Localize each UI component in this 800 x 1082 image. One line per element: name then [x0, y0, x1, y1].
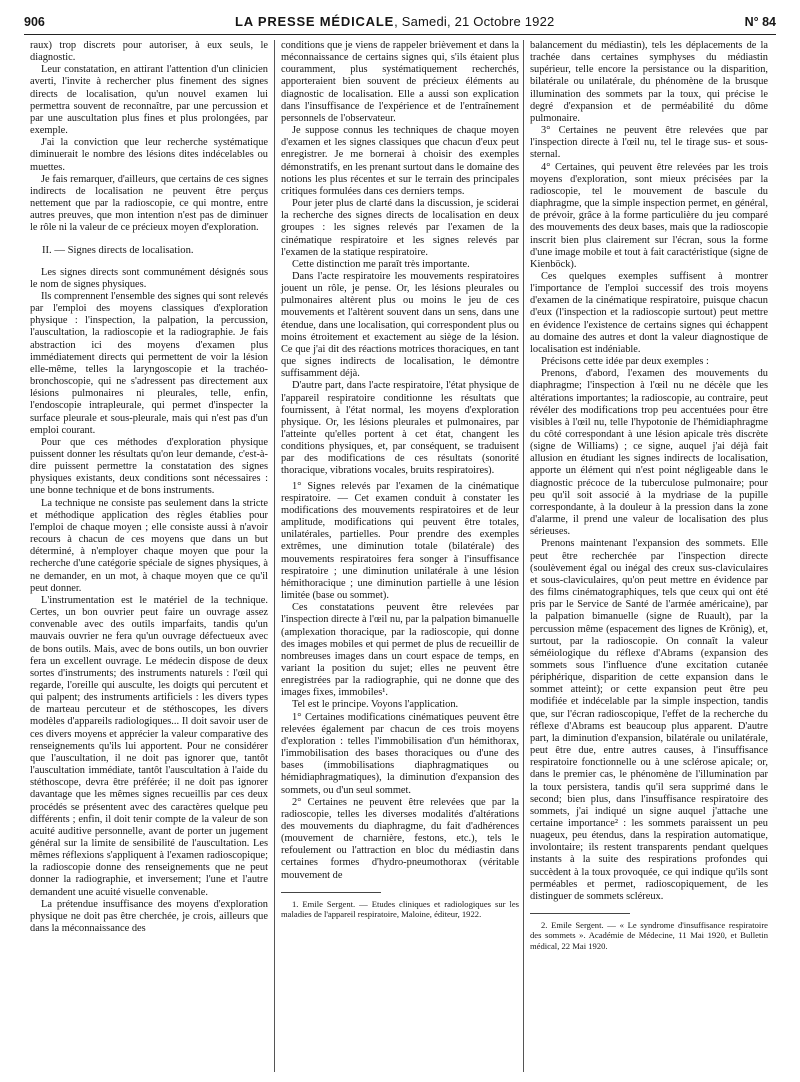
paragraph: 2° Certaines ne peuvent être relevées que par la radioscopie, telles les diverses modalités d'altérations des mouvements du diaphragme, du fait d'adhérences (mouvement de charnière, festons, etc.), tels le refoulement ou l'attraction en bloc du médiastin dans certaines formes d'hydro-pneumothorax (véritable mouvement de	[281, 796, 519, 881]
paragraph: D'autre part, dans l'acte respiratoire, l'état physique de l'appareil respiratoire conditionne les résultats que fournissent, à l'état normal, les moyens d'exploration physique. Or, les lésions pleurales et pulmonaires, par l'atteinte qu'elles portent à cet état, changent les conditions physiques, et, par conséquent, se traduisent par des modifications de ces résultats (sonorité thoracique, vibrations vocales, bruits respiratoires).	[281, 380, 519, 477]
paragraph: Je fais remarquer, d'ailleurs, que certains de ces signes indirects de localisation ne peuvent être perçus nettement que par la radioscopie, ce qui montre, entre autres preuves, que mon intention n'est pas de diminuer le rôle ni la valeur de ce précieux moyen d'exploration.	[30, 173, 268, 234]
paragraph: 4° Certaines, qui peuvent être relevées par les trois moyens d'exploration, sont mieux précisées par la radioscopie, tel le mouvement de bascule du diaphragme, que la simple inspection permet, en général, de prévoir, grâce à la forme particulière du jeu comparé des mouvements des deux bases, mais que la radioscopie inscrit bien plus clairement sur l'écran, sous la forme d'une image mobile et tout à fait caractéristique (signe de Kienböck).	[530, 161, 768, 270]
column-divider-1	[274, 40, 275, 1072]
paragraph: 3° Certaines ne peuvent être relevées que par l'inspection directe à l'œil nu, tel le tirage sus- et sous-sternal.	[530, 125, 768, 161]
paragraph: L'instrumentation est le matériel de la technique. Certes, un bon ouvrier peut faire un ouvrage assez convenable avec des outils imparfaits, tandis qu'un mauvais ouvrier ne fera qu'un ouvrage défectueux avec de bons outils. Mais, avec de bons outils, un bon ouvrier fera un excellent ouvrage. Le médecin dispose de deux sortes d'instruments; des instruments naturels : l'œil qui regarde, l'oreille qui ausculte, les doigts qui percutent et qui palpent; des instruments artificiels : les divers types de marteau percuteur et de stéthoscopes, les divers modèles d'appareils radiologiques... Il doit savoir user de ces divers moyens et apprécier la valeur comparative des renseignements qu'ils lui apportent. Pour ne considérer que l'auscultation, il ne doit pas ignorer que, tantôt l'auscultation immédiate, tantôt l'auscultation à l'aide du stéthoscope, devra être préférée; il ne doit pas ignorer davantage que les mêmes signes recueillis par ces deux procédés se présentent avec des caractères quelque peu différents ; enfin, il doit tenir compte de la valeur de son acuité auditive personnelle, avant de porter un jugement général sur la limite de sensibilité de l'auscultation. Les mêmes réflexions s'appliquent à l'examen radioscopique; la radioscopie donne des renseignements que ne peut donner la radiographie, et inversement; l'une et l'autre demandent une acuité visuelle convenable.	[30, 594, 268, 898]
column-divider-2	[523, 40, 524, 1072]
issue-date: , Samedi, 21 Octobre 1922	[394, 14, 555, 29]
issue-number: N° 84	[744, 15, 776, 29]
paragraph: Ils comprennent l'ensemble des signes qui sont relevés par l'emploi des moyens classiques d'exploration physique : l'inspection, la palpation, la percussion, l'auscultation, la radioscopie et la radiographie. Je fais abstraction ici des moyens d'examen plus immédiatement directs qui permettent de voir la lésion elle-même, telles la laryngoscopie et la trachéo-bronchoscopie, qui ne s'adressent pas directement aux lésions pulmonaires ni pleurales, telle, enfin, l'endoscopie intrapleurale, qui permet d'inspecter la surface pleurale et sous-pleurale, mais qui n'est pas d'un emploi courant.	[30, 290, 268, 436]
paragraph: conditions que je viens de rappeler brièvement et dans la méconnaissance de certains signes qui, s'ils étaient plus couramment, plus systématiquement recherchés, apporteraient bien souvent de précieux éléments au diagnostic de localisation. Elle a aussi son explication dans l'insuffisance de l'expérience et de l'entraînement personnels de l'observateur.	[281, 40, 519, 124]
footnote-rule	[530, 913, 630, 914]
header-rule	[24, 34, 776, 35]
footnote: 2. Emile Sergent. — « Le syndrome d'insuffisance respiratoire des sommets ». Académie de Médecine, 11 Mai 1920, et Bulletin médical, 22 Mai 1920.	[530, 920, 768, 951]
paragraph: raux) trop discrets pour autoriser, à eux seuls, le diagnostic.	[30, 40, 268, 64]
subsection-paragraph: 1° Signes relevés par l'examen de la cinématique respiratoire. — Cet examen conduit à constater les modifications des mouvements respiratoires et de leur amplitude, modifications qui peuvent être totales, unilatérales, partielles. Pour prendre des exemples extrêmes, une diminution totale (bilatérale) des mouvements respiratoires fera songer à l'insuffisance respiratoire ; une diminution unilatérale à une lésion hémithoracique ; une diminution partielle à une lésion limitée (base ou sommet).	[281, 480, 519, 602]
paragraph: J'ai la conviction que leur recherche systématique diminuerait le nombre des lésions dites indécelables ou muettes.	[30, 137, 268, 173]
paragraph: balancement du médiastin), tels les déplacements de la trachée dans certaines symphyses du médiastin supérieur, telle encore la persistance ou la disparition, bilatérale ou unilatérale, du phénomène de la brusque illumination des sommets par la toux, qui précise le degré d'expansion et de perméabilité du dôme pulmonaire.	[530, 40, 768, 124]
page-number: 906	[24, 15, 45, 29]
paragraph: La prétendue insuffisance des moyens d'exploration physique ne doit pas être cherchée, je crois, ailleurs que dans la méconnaissance des	[30, 898, 268, 935]
text-column-3	[530, 40, 768, 951]
paragraph: Ces quelques exemples suffisent à montrer l'importance de l'emploi successif des trois moyens d'examen de la cinématique respiratoire, puisque chacun d'eux (l'inspection et la radioscopie surtout) peut mettre en évidence l'existence de certains signes qui échappent au domaine des autres et dont la valeur diagnostique de localisation est indéniable.	[530, 270, 768, 355]
paragraph: Pour que ces méthodes d'exploration physique puissent donner les résultats qu'on leur demande, c'est-à-dire puissent permettre la constatation des signes physiques existants, deux conditions sont nécessaires : une bonne technique et de bons instruments.	[30, 436, 268, 497]
paragraph: Pour jeter plus de clarté dans la discussion, je sciderai la recherche des signes directs de localisation en deux groupes : les signes relevés par l'examen de la cinématique respiratoire et les signes relevés par l'examen de la statique respiratoire.	[281, 198, 519, 258]
paragraph: Leur constatation, en attirant l'attention d'un clinicien averti, l'invite à rechercher plus finement des signes directs de localisation, qu'un nouvel examen lui permettra souvent de reconnaître, par une percussion et par une auscultation plus fines et plus prolongées, par exemple.	[30, 64, 268, 137]
journal-name: LA PRESSE MÉDICALE	[234, 14, 395, 29]
page-header	[24, 14, 776, 36]
paragraph: Les signes directs sont communément désignés sous le nom de signes physiques.	[30, 266, 268, 290]
paragraph: Précisons cette idée par deux exemples :	[541, 356, 709, 368]
text-column-2	[281, 40, 519, 919]
paragraph: 1° Certaines modifications cinématiques peuvent être relevées également par chacun de ces trois moyens d'exploration : telles l'immobilisation d'un hémithorax, l'immobilisation des bases thoraciques ou d'une des bases (immobilisations diaphragmatiques ou hémidiaphragmatiques), la diminution d'expansion des sommets, ou d'un seul sommet.	[281, 711, 519, 796]
paragraph: Dans l'acte respiratoire les mouvements respiratoires jouent un rôle, je pense. Or, les lésions pleurales ou pulmonaires altèrent plus ou moins le jeu de ces mouvements et l'altèrent souvent dans un sens, dans une étendue, dans une localisation, qui correspondent plus ou moins étroitement et exactement au siège de la lésion. Ce que j'ai dit des réactions motrices thoraciques, en tant que signes indirects de localisation, le démontre suffisamment déjà.	[281, 270, 519, 380]
paragraph: La technique ne consiste pas seulement dans la stricte et méthodique application des règles établies pour l'emploi de chaque moyen ; elle consiste aussi à n'avoir recours à chacun de ces moyens que dans un but déterminé, à n'employer chaque moyen que pour la recherche d'une catégorie spéciale de signes physiques, à ne demander, en un mot, à chaque moyen que ce qu'il peut donner.	[30, 497, 268, 594]
paragraph: Prenons, d'abord, l'examen des mouvements du diaphragme; l'inspection à l'œil nu ne décèle que les altérations importantes; la radioscopie, au contraire, peut révéler des modifications trop peu accentuées pour être visibles à l'œil nu, telle l'hypotonie de l'hémidiaphragme du côté correspondant à une lésion apicale très discrète (signe de Williams) ; ce signe, auquel j'ai déjà fait allusion en étudiant les signes indirects de localisation, apporte un élément qui n'est point négligeable dans le diagnostic précoce de la tuberculose pulmonaire; pour peu qu'il soit associé à la mydriase de la pupille correspondante, à la douleur à la pression dans la zone d'alarme, il prend une valeur de localisation des plus sérieuses.	[530, 368, 768, 538]
footnote: 1. Emile Sergent. — Etudes cliniques et radiologiques sur les maladies de l'appareil respiratoire, Maloine, éditeur, 1922.	[281, 898, 519, 919]
paragraph: Je suppose connus les techniques de chaque moyen d'examen et les signes classiques que chacun d'eux peut enregistrer. Je me bornerai à choisir des exemples démonstratifs, en les prenant surtout dans le domaine des notions les plus récentes et sur le terrain des principales critiques formulées dans ces derniers temps.	[281, 125, 519, 197]
paragraph: Cette distinction me paraît très importante.	[292, 258, 470, 270]
text-column-1	[30, 40, 268, 935]
journal-title-line	[235, 14, 554, 29]
footnote-rule	[281, 892, 381, 893]
paragraph: Prenons maintenant l'expansion des sommets. Elle peut être recherchée par l'inspection directe (soulèvement égal ou inégal des creux sus-claviculaires et sous-claviculaires, qu'on peut mettre en évidence par des films cinématographiques, tels que ceux qui ont été pris par le Service de Santé de l'armée américaine), par la palpation bimanuelle (signe de Ruault), par la percussion même (espacement des lignes de Krönig), et, surtout, par la radioscopie. On connaît la valeur séméiologique du réflexe d'Abrams (expansion des sommets sous l'influence d'une excitation cutanée périphérique, disparition de cette expansion dans le sommet atteint); or cette expansion peut être peu modifiée et indécelable par la simple inspection, tandis que, sur l'écran radioscopique, l'effet de la recherche du réflexe d'Abrams est beaucoup plus apparent. D'autre part, la diminution d'expansion, bilatérale ou unilatérale, peut être due, entre autres causes, à l'insuffisance respiratoire fonctionnelle ou à une sclérose apicale; or, dans le premier cas, le phénomène de l'illumination par la toux persistera, tandis qu'il sera supprimé dans le second; bien plus, dans l'insuffisance respiratoire des sommets, j'ai indiqué un signe auquel j'attache une certaine importance² : les sommets paraissent un peu nuageux, peu étendus, dans la respiration automatique, involontaire; ils restent transparents pendant quelques instants à la suite des respirations profondes qui succèdent à la toux provoquée, ce qui indique qu'ils sont perméables et permet, radioscopiquement, de les distinguer de sommets scléreux.	[530, 538, 768, 902]
section-heading: II. — Signes directs de localisation.	[42, 244, 194, 256]
paragraph: Tel est le principe. Voyons l'application.	[292, 699, 459, 711]
paragraph: Ces constatations peuvent être relevées par l'inspection directe à l'œil nu, par la palpation bimanuelle (amplexation thoracique, par la radioscopie, qui donne des images mobiles et qui permet de plus de recueillir de nombreuses images dans un court espace de temps, en variant la position du sujet; elles ne peuvent être enregistrées par la radiographie, qui ne donne que des images fixes, immobiles¹.	[281, 602, 519, 699]
